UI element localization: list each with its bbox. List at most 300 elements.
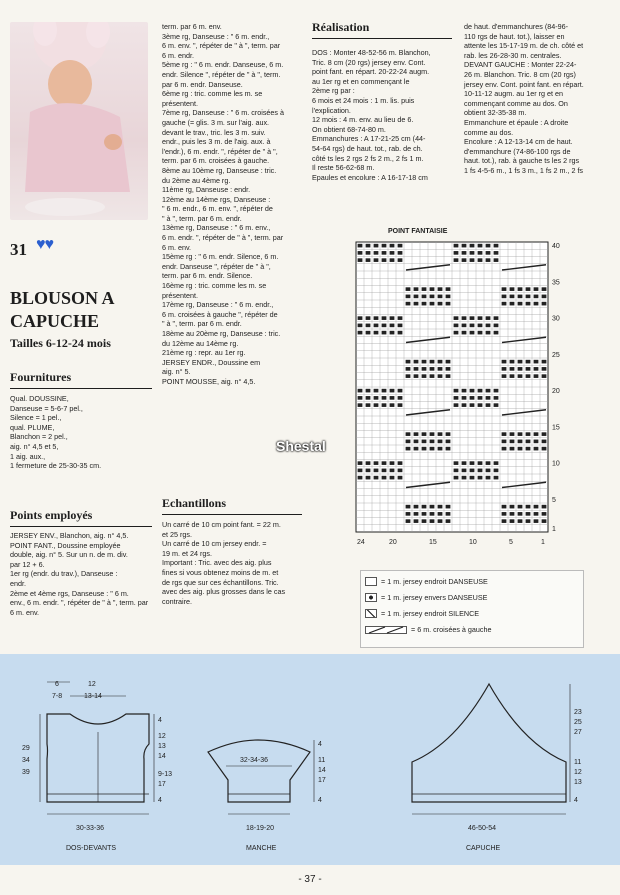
purl-stitch-mark <box>542 287 547 291</box>
purl-stitch-mark <box>390 469 395 473</box>
purl-stitch-mark <box>366 403 371 407</box>
purl-stitch-mark <box>398 396 403 400</box>
purl-stitch-mark <box>374 324 379 328</box>
purl-stitch-mark <box>438 374 443 378</box>
purl-stitch-mark <box>462 396 467 400</box>
dim-label: 4 <box>158 717 162 724</box>
dim-label: 13 <box>574 779 582 786</box>
purl-stitch-mark <box>398 244 403 248</box>
purl-stitch-mark <box>446 295 451 299</box>
purl-stitch-mark <box>446 367 451 371</box>
purl-stitch-mark <box>406 519 411 523</box>
purl-stitch-mark <box>542 374 547 378</box>
purl-stitch-mark <box>478 476 483 480</box>
purl-stitch-mark <box>454 389 459 393</box>
dim-label: 29 <box>22 745 30 752</box>
purl-stitch-mark <box>526 374 531 378</box>
purl-stitch-mark <box>454 251 459 255</box>
baby-photo <box>10 22 148 220</box>
dim-label: 30-33-36 <box>76 825 105 832</box>
purl-stitch-mark <box>510 512 515 516</box>
chart-col-label: 15 <box>429 539 437 546</box>
schematic-name: MANCHE <box>246 845 277 852</box>
dos-devants-schematic <box>22 681 172 852</box>
purl-stitch-mark <box>422 374 427 378</box>
purl-stitch-mark <box>438 519 443 523</box>
purl-stitch-mark <box>470 469 475 473</box>
purl-stitch-mark <box>422 440 427 444</box>
purl-stitch-mark <box>462 324 467 328</box>
chart-row-label: 20 <box>552 388 560 396</box>
purl-stitch-mark <box>542 432 547 436</box>
purl-stitch-mark <box>358 324 363 328</box>
purl-stitch-mark <box>486 403 491 407</box>
purl-stitch-mark <box>374 316 379 320</box>
purl-stitch-mark <box>366 461 371 465</box>
purl-stitch-mark <box>366 244 371 248</box>
purl-stitch-mark <box>510 295 515 299</box>
chart-row-label: 40 <box>552 243 560 251</box>
dim-label: 4 <box>318 797 322 804</box>
purl-stitch-mark <box>494 476 499 480</box>
purl-stitch-mark <box>374 244 379 248</box>
purl-stitch-mark <box>518 432 523 436</box>
points-heading: Points employés <box>10 508 152 527</box>
purl-stitch-mark <box>390 244 395 248</box>
purl-stitch-mark <box>406 367 411 371</box>
dim-label: 46-50-54 <box>468 825 497 832</box>
purl-stitch-mark <box>462 389 467 393</box>
capuche-schematic <box>412 684 582 852</box>
purl-stitch-mark <box>510 505 515 509</box>
purl-stitch-mark <box>358 469 363 473</box>
purl-stitch-mark <box>470 244 475 248</box>
purl-stitch-mark <box>374 469 379 473</box>
purl-stitch-mark <box>382 244 387 248</box>
purl-stitch-mark <box>438 360 443 364</box>
purl-stitch-mark <box>486 324 491 328</box>
purl-stitch-mark <box>494 258 499 262</box>
purl-stitch-mark <box>430 505 435 509</box>
purl-stitch-mark <box>406 302 411 306</box>
dim-label: 11 <box>318 757 326 764</box>
purl-stitch-mark <box>462 469 467 473</box>
purl-stitch-mark <box>486 331 491 335</box>
purl-stitch-mark <box>406 512 411 516</box>
dim-label: 9-13 <box>158 771 173 778</box>
echantillons-heading: Echantillons <box>162 496 302 515</box>
purl-stitch-mark <box>526 512 531 516</box>
purl-stitch-mark <box>526 447 531 451</box>
legend-item: = 6 m. croisées à gauche <box>365 625 492 634</box>
chart-row-label: 25 <box>552 351 560 359</box>
purl-stitch-mark <box>422 367 427 371</box>
purl-stitch-mark <box>382 389 387 393</box>
purl-stitch-mark <box>486 258 491 262</box>
purl-stitch-mark <box>518 440 523 444</box>
purl-stitch-mark <box>542 519 547 523</box>
purl-stitch-mark <box>494 316 499 320</box>
blank-square-icon <box>365 577 377 586</box>
purl-stitch-mark <box>542 512 547 516</box>
purl-stitch-mark <box>398 389 403 393</box>
manche-schematic <box>208 740 326 852</box>
purl-stitch-mark <box>502 295 507 299</box>
purl-stitch-mark <box>430 295 435 299</box>
purl-stitch-mark <box>510 287 515 291</box>
purl-stitch-mark <box>366 316 371 320</box>
purl-stitch-mark <box>486 469 491 473</box>
purl-stitch-mark <box>374 331 379 335</box>
purl-stitch-mark <box>486 461 491 465</box>
purl-stitch-mark <box>438 447 443 451</box>
purl-stitch-mark <box>390 403 395 407</box>
purl-stitch-mark <box>446 432 451 436</box>
purl-stitch-mark <box>502 302 507 306</box>
purl-stitch-mark <box>430 374 435 378</box>
purl-stitch-mark <box>366 396 371 400</box>
purl-stitch-mark <box>518 360 523 364</box>
chart-row-label: 1 <box>552 525 556 533</box>
purl-stitch-mark <box>454 244 459 248</box>
purl-stitch-mark <box>358 258 363 262</box>
purl-stitch-mark <box>430 287 435 291</box>
realisation-text: DOS : Monter 48-52-56 m. Blanchon, Tric. 8 cm (20 rgs) jersey env. Cont. point fant. en répart. 20-22-24 augm. au 1er rg et en commençant le 2ème rg par : 6 mois et 24 mois : 1 m. lis. puis l'explication. 12 mois : 4 m. env. au lieu de 6. On obtient 68-74-80 m. Emmanchures : A 17-21-25 cm (44- 54-64 rgs) de haut. tot., rab. de ch. côté ts les 2 rgs 2 fs 2 m., 2 fs 1 m. Il reste 56-62-68 m. Epaules et encolure : A 16-17-18 cm <box>312 48 431 182</box>
purl-stitch-mark <box>366 258 371 262</box>
dim-label: 17 <box>158 781 166 788</box>
purl-stitch-mark <box>454 476 459 480</box>
watermark: Shestal <box>276 438 326 454</box>
purl-stitch-mark <box>494 469 499 473</box>
purl-stitch-mark <box>486 316 491 320</box>
purl-stitch-mark <box>542 447 547 451</box>
purl-stitch-mark <box>470 476 475 480</box>
purl-stitch-mark <box>462 244 467 248</box>
purl-stitch-mark <box>374 396 379 400</box>
purl-stitch-mark <box>462 251 467 255</box>
purl-stitch-mark <box>374 251 379 255</box>
purl-stitch-mark <box>438 295 443 299</box>
purl-stitch-mark <box>430 360 435 364</box>
purl-stitch-mark <box>502 512 507 516</box>
purl-stitch-mark <box>518 287 523 291</box>
purl-stitch-mark <box>478 403 483 407</box>
page-number: - 37 - <box>298 874 322 885</box>
purl-stitch-mark <box>534 432 539 436</box>
purl-stitch-mark <box>526 505 531 509</box>
purl-stitch-mark <box>478 469 483 473</box>
purl-stitch-mark <box>470 324 475 328</box>
purl-stitch-mark <box>470 331 475 335</box>
dim-label: 27 <box>574 729 582 736</box>
purl-stitch-mark <box>374 476 379 480</box>
purl-stitch-mark <box>406 360 411 364</box>
purl-stitch-mark <box>422 505 427 509</box>
purl-stitch-mark <box>398 258 403 262</box>
purl-stitch-mark <box>398 324 403 328</box>
purl-stitch-mark <box>486 389 491 393</box>
purl-stitch-mark <box>470 389 475 393</box>
purl-stitch-mark <box>406 447 411 451</box>
purl-stitch-mark <box>462 316 467 320</box>
purl-stitch-mark <box>462 331 467 335</box>
purl-stitch-mark <box>454 403 459 407</box>
purl-stitch-mark <box>406 432 411 436</box>
purl-stitch-mark <box>526 432 531 436</box>
purl-stitch-mark <box>534 512 539 516</box>
dim-label: 34 <box>22 757 30 764</box>
purl-stitch-mark <box>542 295 547 299</box>
purl-stitch-mark <box>406 505 411 509</box>
purl-stitch-mark <box>390 461 395 465</box>
chart-row-label: 15 <box>552 424 560 432</box>
purl-stitch-mark <box>430 519 435 523</box>
purl-stitch-mark <box>494 244 499 248</box>
purl-stitch-mark <box>478 461 483 465</box>
purl-stitch-mark <box>398 469 403 473</box>
purl-stitch-mark <box>358 403 363 407</box>
purl-stitch-mark <box>526 367 531 371</box>
legend-item: = 1 m. jersey endroit DANSEUSE <box>365 577 488 586</box>
purl-stitch-mark <box>478 244 483 248</box>
purl-stitch-mark <box>446 440 451 444</box>
instructions-column-4: de haut. d'emmanchures (84-96- 110 rgs de haut. tot.), laisser en attente les 15-17-19 m. de ch. côté et rab. les 26-28-30 m. centrales. DEVANT GAUCHE : Monter 22-24- 26 m. Blanchon. Tric. 8 cm (20 rgs) jersey env. Cont. point fant. en répart. 10-11-12 augm. au 1er rg et en commençant comme au dos. On obtient 32-35-38 m. Emmanchure et épaule : A droite comme au dos. Encolure : A 12-13-14 cm de haut. d'emmanchure (74-86-100 rgs de haut. tot.), rab. à gauche ts les 2 rgs 1 fs 4-5-6 m., 1 fs 3 m., 1 fs 2 m., 2 fs <box>464 22 584 175</box>
dim-label: 39 <box>22 769 30 776</box>
purl-stitch-mark <box>398 403 403 407</box>
dim-label: 4 <box>158 797 162 804</box>
purl-stitch-mark <box>414 519 419 523</box>
purl-stitch-mark <box>438 440 443 444</box>
purl-stitch-mark <box>542 440 547 444</box>
purl-stitch-mark <box>534 505 539 509</box>
dim-label: 18-19-20 <box>246 825 275 832</box>
difficulty-hearts: ♥♥ <box>36 236 53 253</box>
purl-stitch-mark <box>526 287 531 291</box>
purl-stitch-mark <box>406 374 411 378</box>
purl-stitch-mark <box>358 389 363 393</box>
purl-stitch-mark <box>414 295 419 299</box>
purl-stitch-mark <box>382 331 387 335</box>
purl-stitch-mark <box>446 447 451 451</box>
purl-stitch-mark <box>454 258 459 262</box>
pattern-title: BLOUSON A CAPUCHE <box>10 288 114 331</box>
purl-stitch-mark <box>510 447 515 451</box>
purl-stitch-mark <box>494 324 499 328</box>
purl-stitch-mark <box>438 302 443 306</box>
purl-stitch-mark <box>430 302 435 306</box>
dim-label: 25 <box>574 719 582 726</box>
pattern-sizes: Tailles 6-12-24 mois <box>10 336 111 350</box>
purl-stitch-mark <box>414 505 419 509</box>
purl-stitch-mark <box>366 324 371 328</box>
purl-stitch-mark <box>534 302 539 306</box>
purl-stitch-mark <box>414 360 419 364</box>
purl-stitch-mark <box>406 295 411 299</box>
purl-stitch-mark <box>390 331 395 335</box>
purl-stitch-mark <box>502 432 507 436</box>
purl-stitch-mark <box>358 244 363 248</box>
purl-stitch-mark <box>454 316 459 320</box>
purl-stitch-mark <box>382 251 387 255</box>
purl-stitch-mark <box>422 360 427 364</box>
purl-stitch-mark <box>510 432 515 436</box>
purl-stitch-mark <box>446 519 451 523</box>
purl-stitch-mark <box>422 295 427 299</box>
purl-stitch-mark <box>486 244 491 248</box>
purl-stitch-mark <box>502 360 507 364</box>
purl-stitch-mark <box>382 476 387 480</box>
purl-stitch-mark <box>542 505 547 509</box>
purl-stitch-mark <box>478 396 483 400</box>
purl-stitch-mark <box>430 447 435 451</box>
chart-col-label: 10 <box>469 539 477 546</box>
purl-stitch-mark <box>358 251 363 255</box>
purl-stitch-mark <box>478 316 483 320</box>
fournitures-text: Qual. DOUSSINE, Danseuse = 5-6-7 pel., Silence = 1 pel., qual. PLUME, Blanchon = 2 pel., aig. n° 4,5 et 5, 1 aig. aux., 1 fermeture de 25-30-35 cm. <box>10 394 102 471</box>
chart-col-label: 1 <box>541 539 545 546</box>
purl-stitch-mark <box>382 258 387 262</box>
dim-label: 12 <box>574 769 582 776</box>
purl-stitch-mark <box>390 324 395 328</box>
purl-stitch-mark <box>414 440 419 444</box>
purl-stitch-mark <box>510 367 515 371</box>
purl-stitch-mark <box>398 461 403 465</box>
chart-row-label: 35 <box>552 279 560 287</box>
purl-stitch-mark <box>382 396 387 400</box>
purl-stitch-mark <box>414 432 419 436</box>
purl-stitch-mark <box>534 519 539 523</box>
purl-stitch-mark <box>390 251 395 255</box>
purl-stitch-mark <box>486 396 491 400</box>
purl-stitch-mark <box>470 403 475 407</box>
purl-stitch-mark <box>414 287 419 291</box>
purl-stitch-mark <box>534 440 539 444</box>
dim-label: 11 <box>574 759 582 766</box>
purl-stitch-mark <box>446 512 451 516</box>
purl-stitch-mark <box>358 461 363 465</box>
purl-stitch-mark <box>542 360 547 364</box>
pattern-number: 31 <box>10 240 27 259</box>
purl-stitch-mark <box>438 287 443 291</box>
purl-stitch-mark <box>382 324 387 328</box>
purl-stitch-mark <box>502 519 507 523</box>
purl-stitch-mark <box>494 251 499 255</box>
purl-stitch-mark <box>358 331 363 335</box>
purl-stitch-mark <box>542 367 547 371</box>
purl-stitch-mark <box>494 461 499 465</box>
purl-stitch-mark <box>518 519 523 523</box>
purl-stitch-mark <box>470 316 475 320</box>
purl-stitch-mark <box>510 360 515 364</box>
purl-stitch-mark <box>430 367 435 371</box>
purl-stitch-mark <box>502 440 507 444</box>
purl-stitch-mark <box>398 331 403 335</box>
dim-label: 4 <box>318 741 322 748</box>
purl-stitch-mark <box>478 389 483 393</box>
purl-stitch-mark <box>366 331 371 335</box>
purl-stitch-mark <box>454 324 459 328</box>
purl-stitch-mark <box>406 287 411 291</box>
purl-stitch-mark <box>438 367 443 371</box>
purl-stitch-mark <box>534 360 539 364</box>
purl-stitch-mark <box>422 512 427 516</box>
purl-stitch-mark <box>462 476 467 480</box>
purl-stitch-mark <box>470 461 475 465</box>
purl-stitch-mark <box>478 324 483 328</box>
purl-stitch-mark <box>438 505 443 509</box>
purl-stitch-mark <box>366 251 371 255</box>
purl-stitch-mark <box>390 258 395 262</box>
purl-stitch-mark <box>446 374 451 378</box>
purl-stitch-mark <box>430 512 435 516</box>
dim-label: 6 <box>55 681 59 688</box>
chart-row-label: 5 <box>552 496 556 504</box>
purl-stitch-mark <box>414 512 419 516</box>
legend-item: = 1 m. jersey endroit SILENCE <box>365 609 479 618</box>
purl-stitch-mark <box>422 302 427 306</box>
purl-stitch-mark <box>542 302 547 306</box>
chart-col-label: 5 <box>509 539 513 546</box>
purl-stitch-mark <box>518 367 523 371</box>
dim-label: 23 <box>574 709 582 716</box>
purl-stitch-mark <box>534 367 539 371</box>
dim-label: 12 <box>158 733 166 740</box>
purl-stitch-mark <box>422 447 427 451</box>
purl-stitch-mark <box>478 251 483 255</box>
purl-stitch-mark <box>438 512 443 516</box>
purl-stitch-mark <box>526 302 531 306</box>
purl-stitch-mark <box>526 360 531 364</box>
purl-stitch-mark <box>406 440 411 444</box>
purl-stitch-mark <box>486 476 491 480</box>
purl-stitch-mark <box>374 258 379 262</box>
purl-stitch-mark <box>454 396 459 400</box>
purl-stitch-mark <box>358 476 363 480</box>
purl-stitch-mark <box>422 287 427 291</box>
purl-stitch-mark <box>430 440 435 444</box>
purl-stitch-mark <box>438 432 443 436</box>
purl-stitch-mark <box>486 251 491 255</box>
purl-stitch-mark <box>374 461 379 465</box>
chart-col-label: 20 <box>389 539 397 546</box>
dot-square-icon <box>365 593 377 602</box>
chart-legend <box>360 570 584 648</box>
purl-stitch-mark <box>470 258 475 262</box>
purl-stitch-mark <box>494 389 499 393</box>
points-text: JERSEY ENV., Blanchon, aig. n° 4,5. POINT FANT., Doussine employée double, aig. n° 5. Sur un n. de m. div. par 12 + 6. 1er rg (endr. du trav.), Danseuse : endr. 2ème et 4ème rgs, Danseuse : " 6 m. env., 6 m. endr. ", répéter de " à ", term. par 6 m. env. <box>10 531 149 617</box>
purl-stitch-mark <box>414 367 419 371</box>
purl-stitch-mark <box>534 295 539 299</box>
dim-label: 32-34-36 <box>240 757 269 764</box>
purl-stitch-mark <box>502 505 507 509</box>
purl-stitch-mark <box>390 389 395 393</box>
purl-stitch-mark <box>398 251 403 255</box>
purl-stitch-mark <box>526 519 531 523</box>
schematic-name: CAPUCHE <box>466 845 501 852</box>
purl-stitch-mark <box>478 331 483 335</box>
purl-stitch-mark <box>382 469 387 473</box>
knitting-chart <box>352 236 572 550</box>
cable-cross-icon <box>365 626 407 634</box>
legend-item: = 1 m. jersey envers DANSEUSE <box>365 593 487 602</box>
purl-stitch-mark <box>478 258 483 262</box>
purl-stitch-mark <box>502 367 507 371</box>
purl-stitch-mark <box>470 251 475 255</box>
schematics-panel <box>0 654 620 865</box>
purl-stitch-mark <box>430 432 435 436</box>
chart-title: POINT FANTAISIE <box>388 228 448 235</box>
schematic-name: DOS-DEVANTS <box>66 845 117 852</box>
